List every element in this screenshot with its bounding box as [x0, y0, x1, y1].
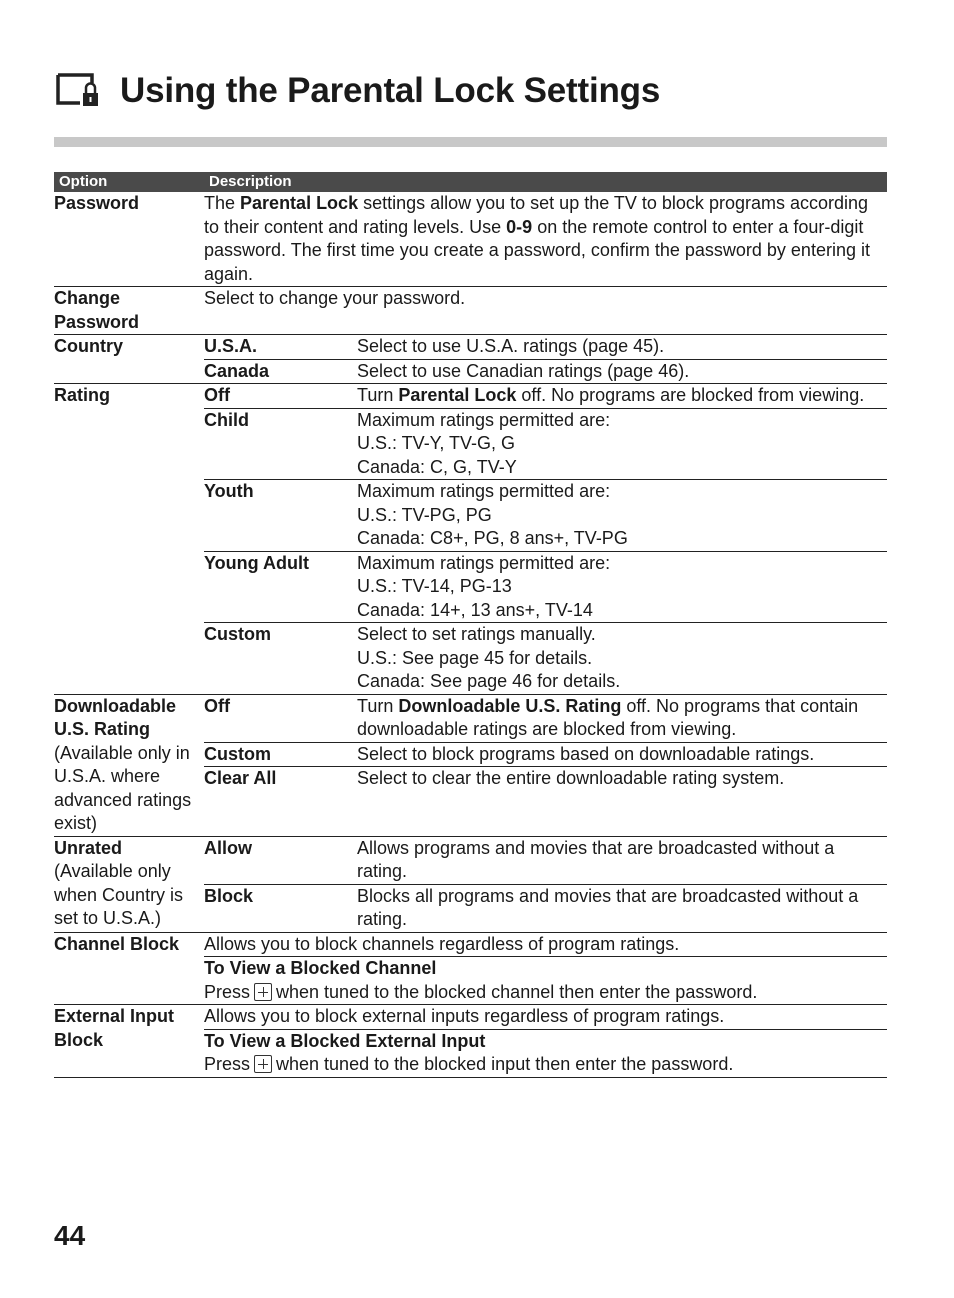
option-downloadable-rating: Downloadable U.S. Rating (Available only in U.S.A. where advanced ratings exist): [54, 695, 192, 833]
channel-block-text: Allows you to block channels regardless of program ratings.: [204, 933, 887, 958]
list-item: [204, 480, 887, 552]
table-row: [54, 384, 887, 695]
suboption-key: Young Adult: [204, 552, 309, 573]
suboption-desc: Select to clear the entire downloadable rating system.: [357, 768, 785, 788]
external-input-text: Allows you to block external inputs regardless of program ratings.: [204, 1005, 887, 1030]
suboption-desc: Select to use U.S.A. ratings (page 45).: [357, 336, 665, 356]
suboption-key: Clear All: [204, 768, 277, 788]
external-input-description: [204, 1005, 887, 1077]
page-title: Using the Parental Lock Settings: [120, 71, 661, 110]
list-item: [204, 360, 887, 384]
suboption-key: Youth: [204, 481, 254, 501]
suboption-desc: Maximum ratings permitted are: U.S.: TV-Y, TV-G, G Canada: C, G, TV-Y: [357, 409, 611, 477]
option-channel-block: Channel Block: [54, 933, 180, 954]
view-blocked-input-heading: To View a Blocked External Input: [204, 1030, 486, 1051]
rating-suboptions: [204, 384, 887, 694]
list-item: [204, 623, 887, 694]
suboption-key: Child: [204, 409, 249, 430]
table-row: [54, 695, 887, 837]
suboption-key: Allow: [204, 837, 252, 858]
table-row: [54, 335, 887, 384]
view-blocked-input-instructions: Press when tuned to the blocked input then enter the password.: [204, 1054, 734, 1074]
list-item: [204, 885, 887, 932]
view-blocked-channel-heading: To View a Blocked Channel: [204, 958, 437, 978]
suboption-desc: Select to block programs based on downloadable ratings.: [357, 743, 815, 764]
list-item: [204, 552, 887, 624]
suboption-desc: Maximum ratings permitted are: U.S.: TV-14, PG-13 Canada: 14+, 13 ans+, TV-14: [357, 552, 611, 620]
suboption-key: U.S.A.: [204, 336, 258, 356]
availability-note: (Available only in U.S.A. where advanced ratings exist): [54, 742, 192, 833]
parental-lock-table: [54, 172, 887, 1078]
list-item: [204, 767, 887, 791]
list-item: [204, 837, 887, 885]
option-country: Country: [54, 336, 123, 356]
unrated-suboptions: [204, 837, 887, 932]
channel-block-description: [204, 933, 887, 1005]
table-row: [54, 933, 887, 1006]
suboption-key: Canada: [204, 360, 270, 381]
list-item: [204, 743, 887, 768]
header-option: Option: [59, 173, 108, 190]
suboption-desc: Turn Downloadable U.S. Rating off. No programs that contain downloadable ratings are blocked from viewing.: [357, 695, 859, 739]
suboption-key: Block: [204, 885, 254, 906]
option-change-password: Change Password: [54, 288, 140, 332]
list-item: [204, 409, 887, 481]
option-unrated: Unrated (Available only when Country is set to U.S.A.): [54, 837, 184, 928]
input-key-icon: [254, 983, 272, 1001]
suboption-desc: Blocks all programs and movies that are broadcasted without a rating.: [357, 885, 859, 929]
input-key-icon: [254, 1055, 272, 1073]
list-item: [204, 384, 887, 409]
country-suboptions: [204, 335, 887, 383]
availability-note: (Available only when Country is set to U.S.A.): [54, 861, 184, 928]
table-row: [54, 192, 887, 287]
page-title-block: [54, 66, 660, 116]
downloadable-suboptions: [204, 695, 887, 836]
suboption-key: Off: [204, 695, 230, 716]
table-row: [54, 287, 887, 335]
suboption-desc: Turn Parental Lock off. No programs are blocked from viewing.: [357, 385, 865, 405]
suboption-key: Off: [204, 385, 230, 405]
view-blocked-channel-instructions: Press when tuned to the blocked channel then enter the password.: [204, 981, 758, 1002]
table-header: [54, 172, 887, 192]
list-item: [204, 335, 887, 360]
option-rating: Rating: [54, 385, 110, 405]
password-description: The Parental Lock settings allow you to set up the TV to block programs according to their content and rating levels. Use 0-9 on the remote control to enter a four-digit password. The first time you create a password, confirm the password by entering it again.: [204, 193, 870, 284]
change-password-description: Select to change your password.: [204, 288, 466, 308]
suboption-key: Custom: [204, 624, 271, 644]
suboption-key: Custom: [204, 743, 271, 764]
suboption-desc: Select to set ratings manually. U.S.: See page 45 for details. Canada: See page 46 for details.: [357, 624, 621, 691]
option-external-input-block: External Input Block: [54, 1006, 175, 1050]
list-item: [204, 695, 887, 743]
parental-lock-icon: [54, 69, 102, 113]
page-number: 44: [54, 1220, 86, 1251]
suboption-desc: Maximum ratings permitted are: U.S.: TV-PG, PG Canada: C8+, PG, 8 ans+, TV-PG: [357, 481, 628, 548]
table-row: [54, 837, 887, 933]
table-row: [54, 1005, 887, 1078]
suboption-desc: Select to use Canadian ratings (page 46).: [357, 360, 690, 381]
header-description: Description: [209, 173, 292, 190]
title-divider: [54, 137, 887, 147]
suboption-desc: Allows programs and movies that are broadcasted without a rating.: [357, 837, 835, 881]
option-password: Password: [54, 193, 140, 213]
